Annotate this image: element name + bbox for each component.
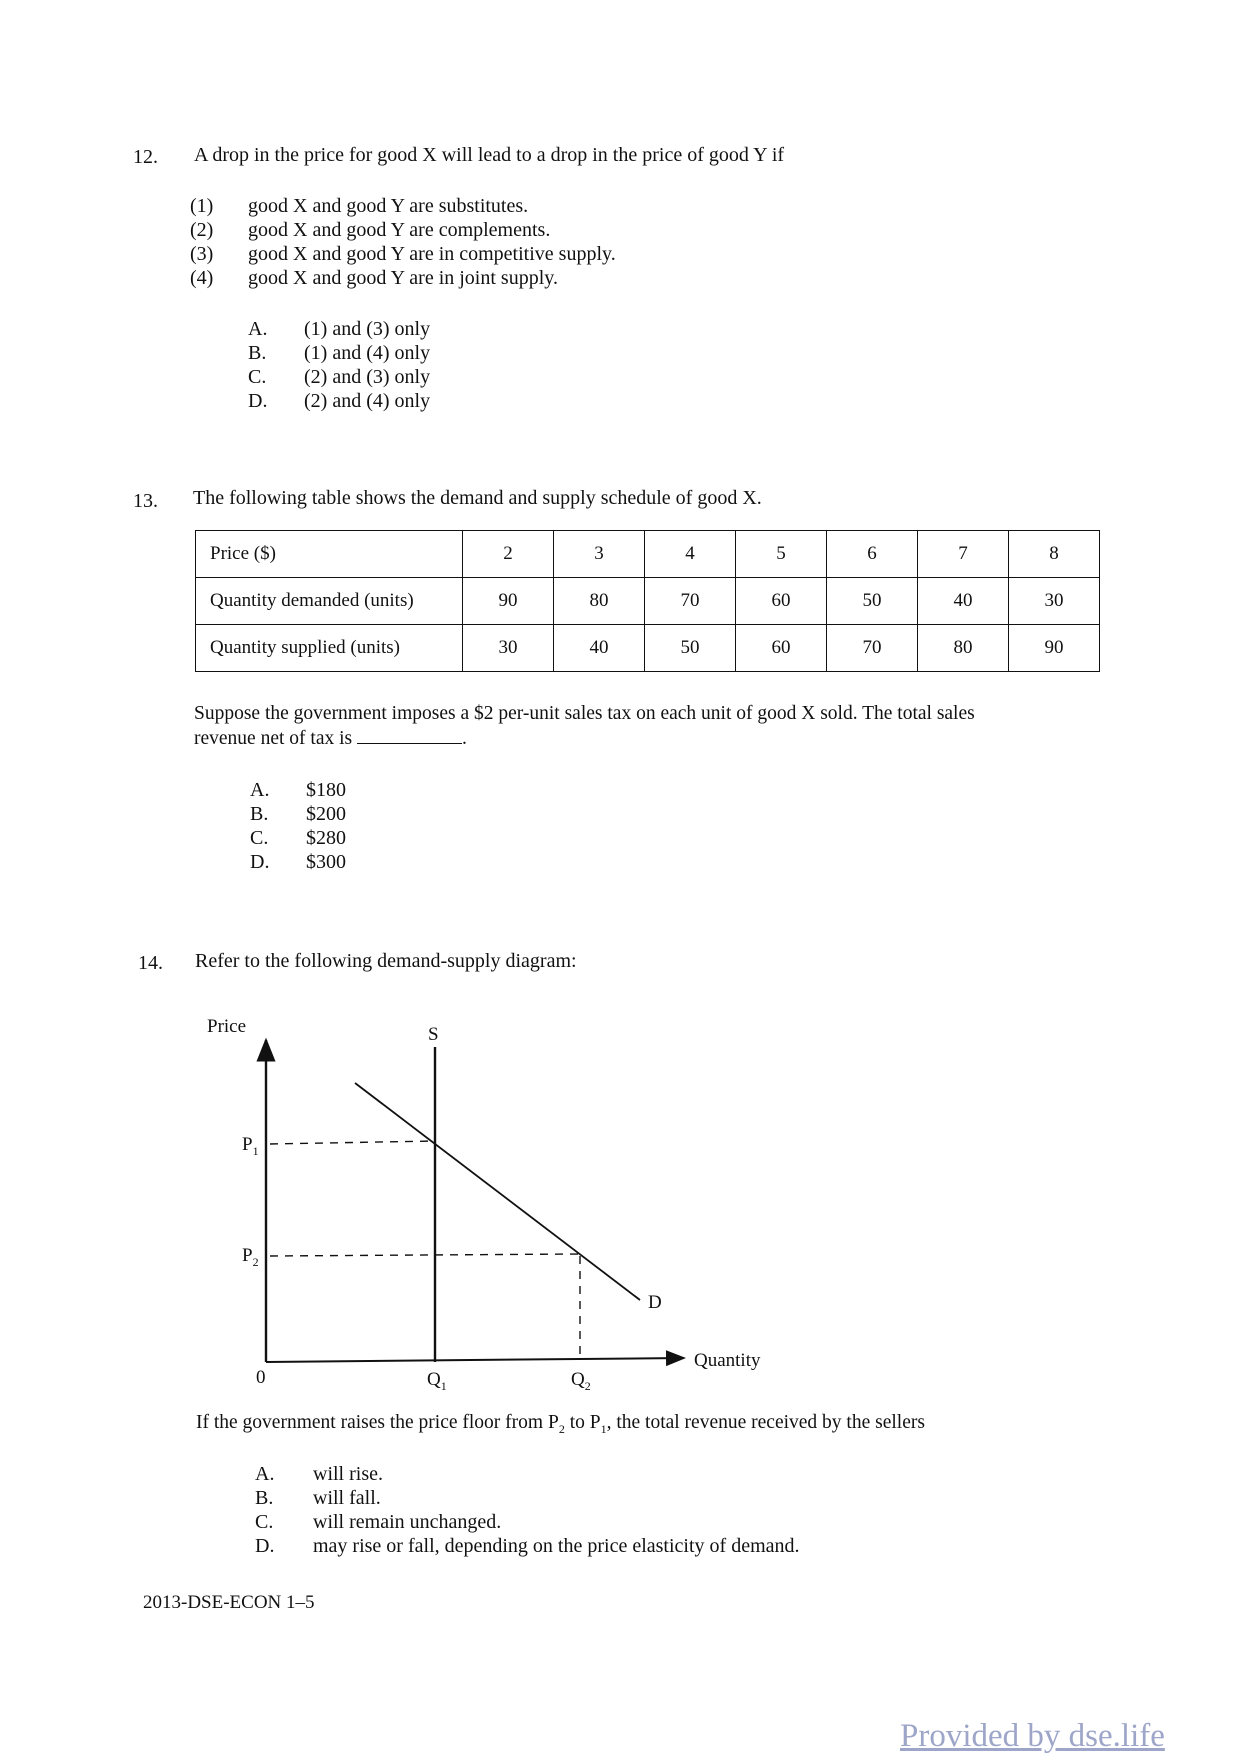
table-cell: 5 [736,531,827,578]
table-cell: 6 [827,531,918,578]
question-12-stem: A drop in the price for good X will lead to a drop in the price of good Y if [194,144,785,166]
body-part-3: , the total revenue received by the sellers [606,1412,925,1433]
table-cell: 8 [1009,531,1100,578]
table-cell: 2 [463,531,554,578]
table-cell: 70 [827,625,918,672]
q1-subscript: 1 [440,1378,447,1393]
option-text: (1) and (3) only [304,318,431,340]
body-text: revenue net of tax is [194,728,353,749]
statement-label: (4) [190,267,214,289]
q2-subscript: 2 [584,1378,591,1393]
table-cell: 50 [645,625,736,672]
option-label: B. [255,1487,274,1509]
option-label: C. [255,1511,274,1533]
table-cell: 50 [827,578,918,625]
p1-letter: P [242,1134,253,1155]
q1-label [427,1369,447,1394]
row-header: Quantity demanded (units) [196,578,463,625]
p2-guide [270,1254,580,1256]
table-cell: 7 [918,531,1009,578]
statement-text: good X and good Y are substitutes. [248,195,529,217]
p1-subscript: 1 [252,1143,259,1158]
table-cell: 80 [918,625,1009,672]
y-axis-label: Price [207,1016,247,1037]
p2-subscript: 2 [252,1254,259,1269]
origin-label: 0 [256,1367,266,1388]
row-header: Quantity supplied (units) [196,625,463,672]
option-text: will remain unchanged. [313,1511,502,1533]
supply-label: S [428,1024,439,1045]
option-text: $280 [306,827,346,849]
table-cell: 30 [1009,578,1100,625]
table-cell: 60 [736,625,827,672]
option-label: D. [255,1535,275,1557]
option-label: D. [250,851,270,873]
q1-letter: Q [427,1369,441,1390]
question-13-number: 13. [133,490,158,512]
option-text: (2) and (3) only [304,366,431,388]
table-cell: 3 [554,531,645,578]
option-text: $200 [306,803,346,825]
p1-guide [270,1141,435,1144]
statement-label: (1) [190,195,214,217]
page-footer: 2013-DSE-ECON 1–5 [143,1592,315,1613]
option-label: A. [250,779,270,801]
body-end: . [461,728,467,749]
question-13-stem: The following table shows the demand and supply schedule of good X. [193,487,762,509]
statement-text: good X and good Y are in competitive supply. [248,243,616,265]
p2-letter: P [242,1245,253,1266]
option-label: C. [248,366,267,388]
body-subscript-2: 1 [600,1421,607,1436]
option-d[interactable] [255,1535,800,1558]
quantity-axis [266,1358,684,1362]
option-b[interactable] [255,1487,381,1510]
p1-label [242,1134,259,1159]
option-text: $180 [306,779,346,801]
option-label: A. [255,1463,275,1485]
row-header: Price ($) [196,531,463,578]
table-cell: 4 [645,531,736,578]
option-text: will rise. [313,1463,383,1485]
demand-curve [355,1083,640,1300]
table-cell: 90 [1009,625,1100,672]
statement-label: (3) [190,243,214,265]
statement-text: good X and good Y are in joint supply. [248,267,558,289]
option-label: B. [250,803,269,825]
statement-label: (2) [190,219,214,241]
option-c[interactable] [255,1511,501,1534]
watermark-link[interactable]: Provided by dse.life [900,1718,1165,1754]
q2-label [571,1369,591,1394]
question-14-stem: Refer to the following demand-supply diagram: [195,950,577,972]
option-label: D. [248,390,268,412]
option-label: A. [248,318,268,340]
table-cell: 40 [918,578,1009,625]
q2-letter: Q [571,1369,585,1390]
table-cell: 80 [554,578,645,625]
body-part-1: If the government raises the price floor from P [196,1412,559,1433]
question-13-body-line-1: Suppose the government imposes a $2 per-unit sales tax on each unit of good X sold. The total sales [194,703,975,724]
table-cell: 90 [463,578,554,625]
body-subscript-1: 2 [558,1421,565,1436]
p2-label [242,1245,259,1270]
option-text: (2) and (4) only [304,390,431,412]
option-text: may rise or fall, depending on the price elasticity of demand. [313,1535,800,1557]
table-cell: 40 [554,625,645,672]
statement-text: good X and good Y are complements. [248,219,551,241]
option-text: $300 [306,851,346,873]
question-14-body [196,1412,925,1437]
option-label: B. [248,342,267,364]
table-cell: 60 [736,578,827,625]
table-cell: 70 [645,578,736,625]
body-part-2: to P [564,1412,601,1433]
x-axis-label: Quantity [694,1350,761,1371]
option-text: will fall. [313,1487,381,1509]
option-label: C. [250,827,269,849]
question-14-number: 14. [138,952,163,974]
option-text: (1) and (4) only [304,342,431,364]
demand-label: D [648,1292,662,1313]
table-cell: 30 [463,625,554,672]
question-12-number: 12. [133,146,158,168]
option-a[interactable] [255,1463,383,1486]
